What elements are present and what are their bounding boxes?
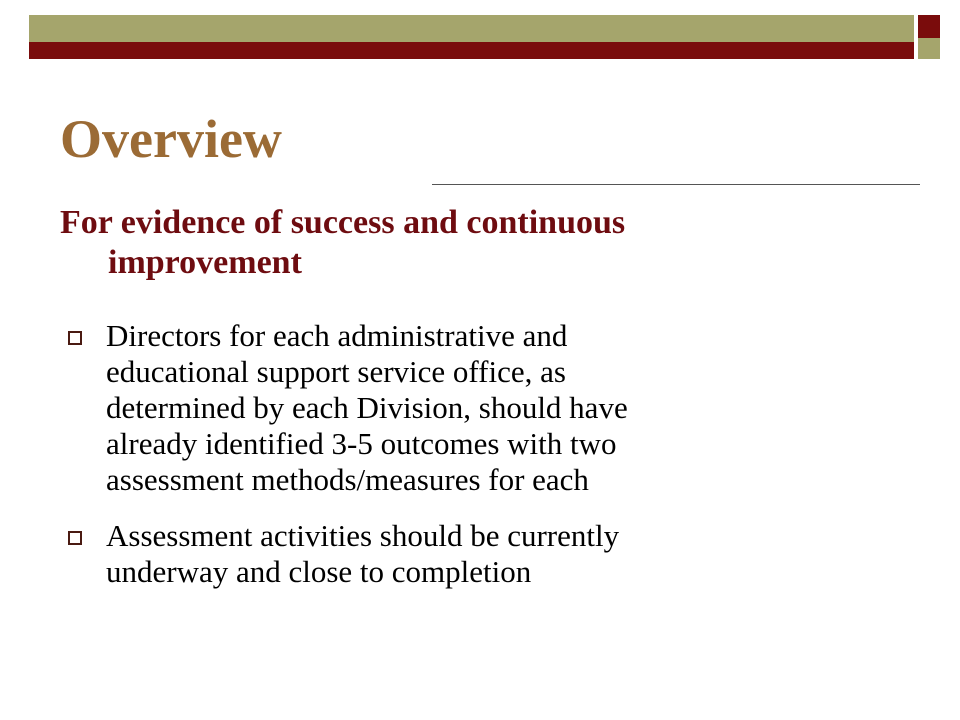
- title-divider: [432, 184, 920, 185]
- hollow-square-bullet-icon: [68, 331, 82, 345]
- corner-block-maroon: [918, 15, 940, 38]
- hollow-square-bullet-icon: [68, 531, 82, 545]
- heading-line-2: improvement: [108, 244, 302, 281]
- bullet-line: educational support service office, as: [106, 354, 566, 389]
- bullet-line: Directors for each administrative and: [106, 318, 568, 353]
- bullet-item: [60, 518, 920, 590]
- top-decor-bar: [29, 15, 914, 59]
- slide-title: Overview: [60, 109, 282, 169]
- bullet-text: [106, 518, 920, 590]
- bullet-line: assessment methods/measures for each: [106, 462, 589, 497]
- corner-block-olive: [918, 38, 940, 59]
- bullet-text: [106, 318, 920, 498]
- bullet-line: underway and close to completion: [106, 554, 532, 589]
- heading-line-1: For evidence of success and continuous: [60, 204, 626, 241]
- top-bar-maroon-stripe: [29, 42, 914, 59]
- slide-heading: [60, 203, 900, 283]
- bullet-item: [60, 318, 920, 498]
- top-bar-olive-stripe: [29, 15, 914, 42]
- bullet-line: Assessment activities should be currently: [106, 518, 620, 553]
- bullet-line: already identified 3-5 outcomes with two: [106, 426, 617, 461]
- bullet-list: [60, 318, 920, 610]
- bullet-line: determined by each Division, should have: [106, 390, 628, 425]
